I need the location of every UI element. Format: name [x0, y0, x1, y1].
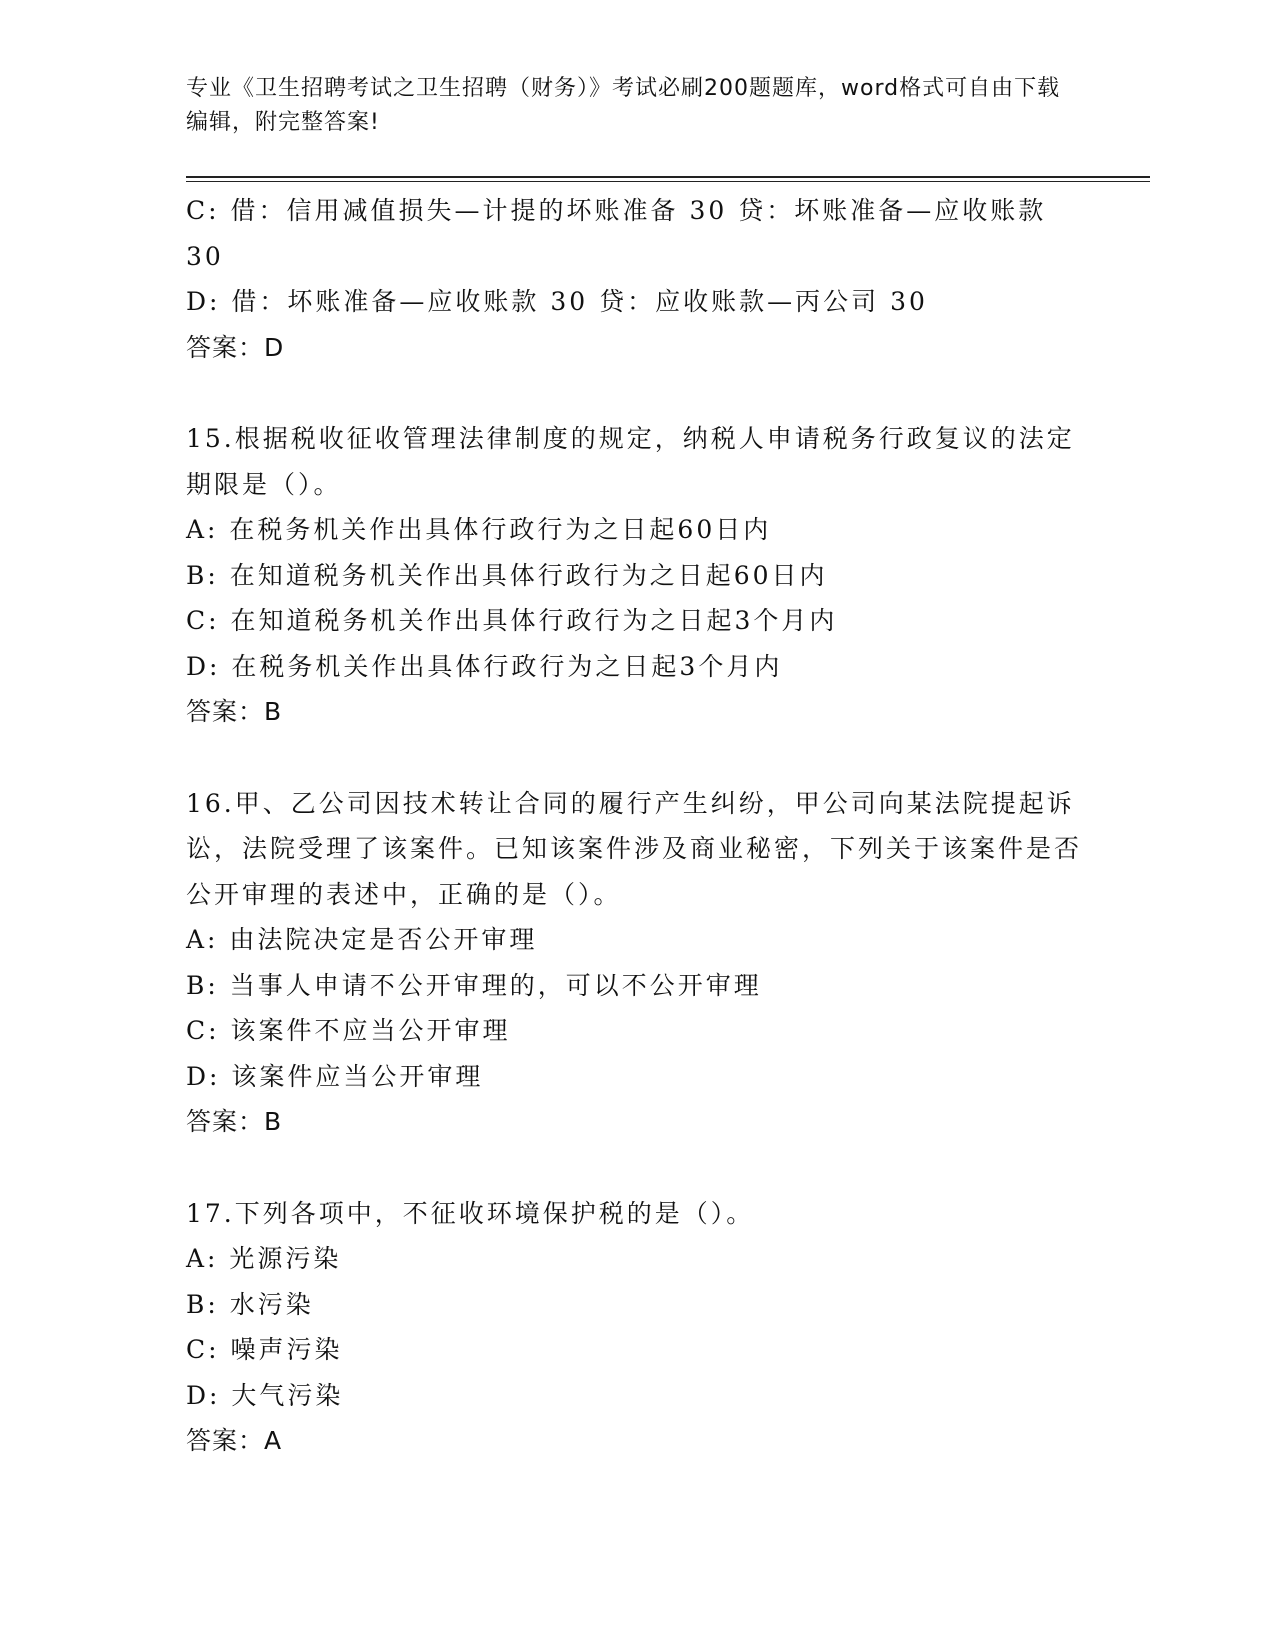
question-15	[186, 416, 1086, 735]
option-d: D: 大气污染	[186, 1380, 344, 1410]
question-stem: 16.甲、乙公司因技术转让合同的履行产生纠纷，甲公司向某法院提起诉讼，法院受理了该案件。已知该案件涉及商业秘密，下列关于该案件是否公开审理的表述中，正确的是（）。	[186, 788, 1083, 909]
answer-line: 答案：D	[186, 332, 285, 362]
previous-question-tail	[186, 188, 1086, 370]
option-c: C: 该案件不应当公开审理	[186, 1016, 511, 1045]
header-divider	[186, 176, 1150, 182]
option-b: B: 在知道税务机关作出具体行政行为之日起60日内	[186, 560, 828, 590]
option-c: C: 噪声污染	[186, 1335, 343, 1364]
question-list	[186, 188, 1086, 1464]
option-d: D: 在税务机关作出具体行政行为之日起3个月内	[186, 651, 783, 681]
option-b: B: 当事人申请不公开审理的，可以不公开审理	[186, 970, 762, 1000]
option-b: B: 水污染	[186, 1289, 314, 1319]
answer-line: 答案：B	[186, 1107, 283, 1136]
option-c: C: 借：信用减值损失—计提的坏账准备 30 贷：坏账准备—应收账款 30	[186, 196, 1047, 271]
answer-line: 答案：A	[186, 1426, 283, 1455]
option-a: A: 在税务机关作出具体行政行为之日起60日内	[186, 515, 772, 544]
question-stem: 15.根据税收征收管理法律制度的规定，纳税人申请税务行政复议的法定期限是（）。	[186, 424, 1075, 499]
option-d: D: 该案件应当公开审理	[186, 1061, 484, 1091]
option-d: D: 借：坏账准备—应收账款 30 贷：应收账款—丙公司 30	[186, 287, 928, 316]
question-17	[186, 1191, 1086, 1464]
answer-line: 答案：B	[186, 697, 283, 726]
question-stem: 17.下列各项中，不征收环境保护税的是（）。	[186, 1198, 755, 1228]
option-c: C: 在知道税务机关作出具体行政行为之日起3个月内	[186, 606, 838, 635]
option-a: A: 光源污染	[186, 1244, 342, 1273]
question-16	[186, 781, 1086, 1145]
spacer	[186, 370, 1086, 416]
spacer	[186, 1145, 1086, 1191]
document-header: 专业《卫生招聘考试之卫生招聘（财务）》考试必刷200题题库，word格式可自由下载编辑，附完整答案!	[186, 76, 1061, 135]
spacer	[186, 735, 1086, 781]
option-a: A: 由法院决定是否公开审理	[186, 925, 538, 954]
